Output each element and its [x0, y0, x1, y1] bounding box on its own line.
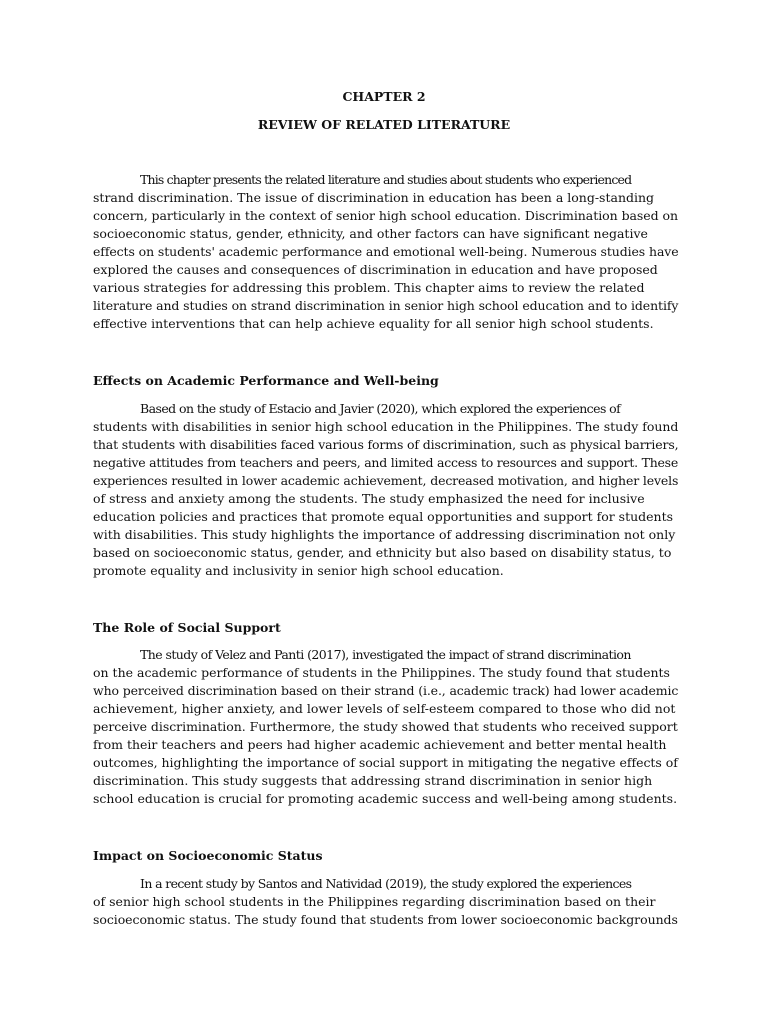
- chapter-title: REVIEW OF RELATED LITERATURE: [257, 117, 511, 132]
- section-paragraph-social-support: [93, 646, 678, 808]
- text-line: on the academic performance of students in the Philippines. The study found that students: [93, 665, 670, 680]
- text-line: explored the causes and consequences of discrimination in education and have proposed: [93, 262, 658, 277]
- text-line: strand discrimination. The issue of discrimination in education has been a long-standing: [93, 190, 655, 205]
- section-heading-socioeconomic: Impact on Socioeconomic Status: [93, 848, 323, 863]
- section-heading-social-support: The Role of Social Support: [93, 620, 281, 635]
- text-line: students with disabilities in senior high school education in the Philippines. The study found: [93, 419, 679, 434]
- text-line: achievement, higher anxiety, and lower levels of self-esteem compared to those who did not: [93, 701, 676, 716]
- text-line: who perceived discrimination based on their strand (i.e., academic track) had lower academic: [93, 683, 679, 698]
- section-heading-academic: Effects on Academic Performance and Well-being: [93, 373, 439, 388]
- text-line: The study of Velez and Panti (2017), investigated the impact of strand discrimination: [140, 647, 631, 662]
- text-line: that students with disabilities faced various forms of discrimination, such as physical barriers,: [93, 437, 679, 452]
- text-line: promote equality and inclusivity in senior high school education.: [93, 563, 504, 578]
- chapter-number: CHAPTER 2: [342, 89, 426, 104]
- text-line: literature and studies on strand discrimination in senior high school education and to identify: [93, 298, 679, 313]
- text-line: effects on students' academic performance and emotional well-being. Numerous studies have: [93, 244, 679, 259]
- text-line: discrimination. This study suggests that addressing strand discrimination in senior high: [93, 773, 653, 788]
- text-line: This chapter presents the related literature and studies about students who experienced: [140, 172, 632, 187]
- section-paragraph-academic: [93, 400, 678, 580]
- text-line: socioeconomic status. The study found that students from lower socioeconomic backgrounds: [93, 912, 678, 927]
- text-line: concern, particularly in the context of senior high school education. Discrimination based on: [93, 208, 679, 223]
- text-line: effective interventions that can help achieve equality for all senior high school students.: [93, 316, 654, 331]
- text-line: with disabilities. This study highlights the importance of addressing discrimination not only: [93, 527, 676, 542]
- text-line: school education is crucial for promoting academic success and well-being among students.: [93, 791, 678, 806]
- text-line: based on socioeconomic status, gender, and ethnicity but also based on disability status, to: [93, 545, 672, 560]
- text-line: education policies and practices that promote equal opportunities and support for students: [93, 509, 674, 524]
- text-line: experiences resulted in lower academic achievement, decreased motivation, and higher levels: [93, 473, 679, 488]
- text-line: of stress and anxiety among the students. The study emphasized the need for inclusive: [93, 491, 645, 506]
- text-line: of senior high school students in the Philippines regarding discrimination based on their: [93, 894, 656, 909]
- text-line: perceive discrimination. Furthermore, the study showed that students who received support: [93, 719, 678, 734]
- text-line: negative attitudes from teachers and peers, and limited access to resources and support. These: [93, 455, 679, 470]
- section-paragraph-socioeconomic: [93, 875, 678, 929]
- text-line: socioeconomic status, gender, ethnicity, and other factors can have significant negative: [93, 226, 648, 241]
- text-line: In a recent study by Santos and Natividad (2019), the study explored the experiences: [140, 876, 632, 891]
- text-line: outcomes, highlighting the importance of social support in mitigating the negative effects of: [93, 755, 678, 770]
- text-line: Based on the study of Estacio and Javier (2020), which explored the experiences of: [140, 401, 621, 416]
- text-line: from their teachers and peers had higher academic achievement and better mental health: [93, 737, 667, 752]
- text-line: various strategies for addressing this problem. This chapter aims to review the related: [93, 280, 645, 295]
- intro-paragraph: [93, 171, 678, 333]
